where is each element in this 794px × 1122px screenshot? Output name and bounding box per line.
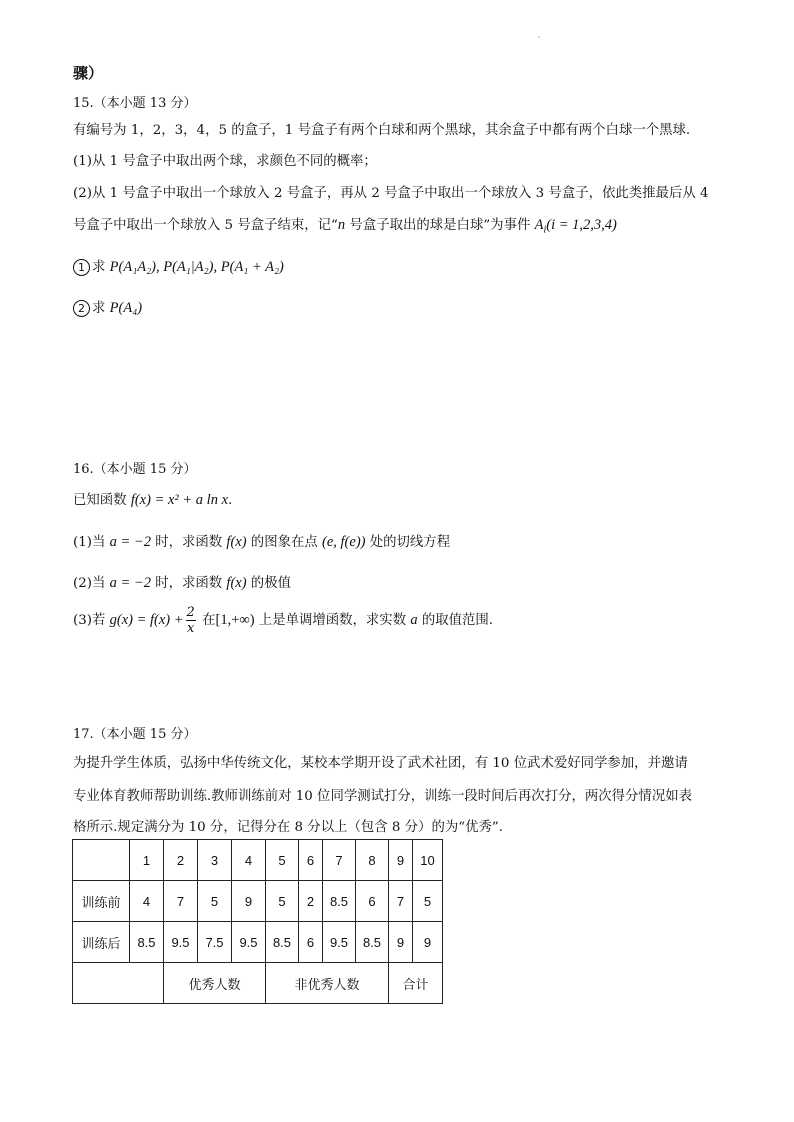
q15-event-a: A: [534, 217, 544, 233]
q17-line1: 为提升学生体质，弘扬中华传统文化，某校本学期开设了武术社团，有 10 位武术爱好同学参加，并邀请: [73, 756, 688, 771]
summary-total: 合计: [389, 963, 443, 1004]
table-row: [73, 881, 443, 922]
q15-var-n: n: [337, 217, 346, 233]
table-cell: 8.5: [266, 922, 299, 963]
q16-p2-text-b: 时，求函数: [150, 576, 227, 591]
table-cell: 8.5: [130, 922, 164, 963]
table-cell: 5: [266, 881, 299, 922]
q16-part3: [73, 606, 493, 635]
q16-part2: [73, 572, 291, 592]
table-col-header: 7: [323, 840, 356, 881]
q15-part2-text2: 号盒子取出的球是白球”为事件: [345, 218, 535, 233]
table-row: [73, 922, 443, 963]
table-cell: 9.5: [232, 922, 266, 963]
q15-subq2: [73, 297, 142, 317]
table-cell: 6: [299, 922, 323, 963]
fraction-numerator: 2: [186, 605, 195, 620]
q15-event-sub: i: [543, 224, 547, 236]
q16-p3-text-c: 上是单调增函数，求实数: [254, 613, 411, 628]
q16-p1-f: f(x): [226, 534, 247, 550]
row-label-before: 训练前: [73, 881, 130, 922]
q15-event-cond: (i = 1,2,3,4): [546, 217, 617, 233]
q15-part1: (1)从 1 号盒子中取出两个球，求颜色不同的概率；: [73, 154, 377, 169]
q15-part2-line1: (2)从 1 号盒子中取出一个球放入 2 号盒子，再从 2 号盒子中取出一个球放入 3 号盒子，依此类推最后从 4: [73, 186, 709, 201]
q16-p3-text-b: 在: [197, 613, 216, 628]
table-cell: 8.5: [323, 881, 356, 922]
table-cell: 7: [389, 881, 413, 922]
table-summary-row: [73, 963, 443, 1004]
table-col-header: 5: [266, 840, 299, 881]
q16-p3-text-d: 的取值范围.: [417, 613, 494, 628]
table-col-header: 1: [130, 840, 164, 881]
q16-p3-var-a: a: [410, 612, 418, 628]
q16-p1-text-a: (1)当: [73, 535, 110, 550]
q16-function: f(x) = x² + a ln x: [130, 492, 229, 508]
q16-p1-cond: a = −2: [109, 534, 151, 550]
summary-non-excellent-count: 非优秀人数: [266, 963, 389, 1004]
q16-p2-text-c: 的极值: [246, 576, 291, 591]
scan-speck: [538, 36, 540, 38]
fraction-denominator: x: [187, 621, 195, 636]
q15-subq2-math: P(A₄): [109, 300, 143, 316]
previous-page-fragment: 骤）: [73, 64, 104, 82]
table-cell: 8.5: [356, 922, 389, 963]
q16-p3-interval: [1,+∞): [215, 612, 255, 628]
table-cell: 9.5: [323, 922, 356, 963]
q15-stem: 有编号为 1，2，3，4，5 的盒子，1 号盒子有两个白球和两个黑球，其余盒子中都有两个白球一个黑球.: [73, 123, 691, 138]
q16-p2-f: f(x): [226, 575, 247, 591]
q17-line2: 专业体育教师帮助训练.教师训练前对 10 位同学测试打分，训练一段时间后再次打分，两次得分情况如表: [73, 789, 692, 804]
circled-number-2: 2: [73, 300, 90, 317]
table-cell: 9: [389, 922, 413, 963]
table-col-header: 3: [198, 840, 232, 881]
q15-subq1-math: P(A₁A₂), P(A₁|A₂), P(A₁ + A₂): [109, 259, 284, 275]
summary-excellent-count: 优秀人数: [164, 963, 266, 1004]
q16-stem-text: 已知函数: [73, 493, 131, 508]
q15-subq1: [73, 256, 284, 276]
q15-part2-text: 号盒子中取出一个球放入 5 号盒子结束，记“: [73, 218, 338, 233]
q16-p3-g: g(x) = f(x) +: [109, 612, 184, 628]
table-cell: 9: [413, 922, 443, 963]
table-col-header: 6: [299, 840, 323, 881]
q16-stem: [73, 489, 232, 509]
q17-header: 17.（本小题 15 分）: [73, 727, 197, 742]
q16-p1-text-d: 处的切线方程: [365, 535, 451, 550]
table-corner-cell: [73, 840, 130, 881]
table-col-header: 2: [164, 840, 198, 881]
summary-empty-cell: [73, 963, 164, 1004]
table-cell: 7.5: [198, 922, 232, 963]
q16-fraction: [186, 606, 196, 635]
q16-stem-end: .: [228, 493, 233, 508]
q16-part1: [73, 531, 450, 551]
circled-number-1: 1: [73, 259, 90, 276]
q16-p1-text-c: 的图象在点: [246, 535, 323, 550]
q16-p1-text-b: 时，求函数: [150, 535, 227, 550]
q17-line3: 格所示.规定满分为 10 分，记得分在 8 分以上（包含 8 分）的为“优秀”.: [73, 820, 503, 835]
table-col-header: 9: [389, 840, 413, 881]
q16-p1-point: (e, f(e)): [322, 534, 366, 550]
q16-p2-text-a: (2)当: [73, 576, 110, 591]
table-cell: 9.5: [164, 922, 198, 963]
table-cell: 4: [130, 881, 164, 922]
q16-p2-cond: a = −2: [109, 575, 151, 591]
table-col-header: 10: [413, 840, 443, 881]
row-label-after: 训练后: [73, 922, 130, 963]
q15-part2-line2: [73, 214, 617, 236]
table-cell: 6: [356, 881, 389, 922]
q16-p3-text-a: (3)若: [73, 613, 110, 628]
q15-subq2-text: 求: [92, 301, 110, 316]
table-cell: 9: [232, 881, 266, 922]
table-col-header: 4: [232, 840, 266, 881]
table-cell: 7: [164, 881, 198, 922]
table-col-header: 8: [356, 840, 389, 881]
score-table: [72, 839, 443, 1004]
table-cell: 5: [198, 881, 232, 922]
table-cell: 5: [413, 881, 443, 922]
q16-header: 16.（本小题 15 分）: [73, 462, 197, 477]
q15-header: 15.（本小题 13 分）: [73, 96, 197, 111]
table-cell: 2: [299, 881, 323, 922]
q15-subq1-text: 求: [92, 260, 110, 275]
table-header-row: [73, 840, 443, 881]
